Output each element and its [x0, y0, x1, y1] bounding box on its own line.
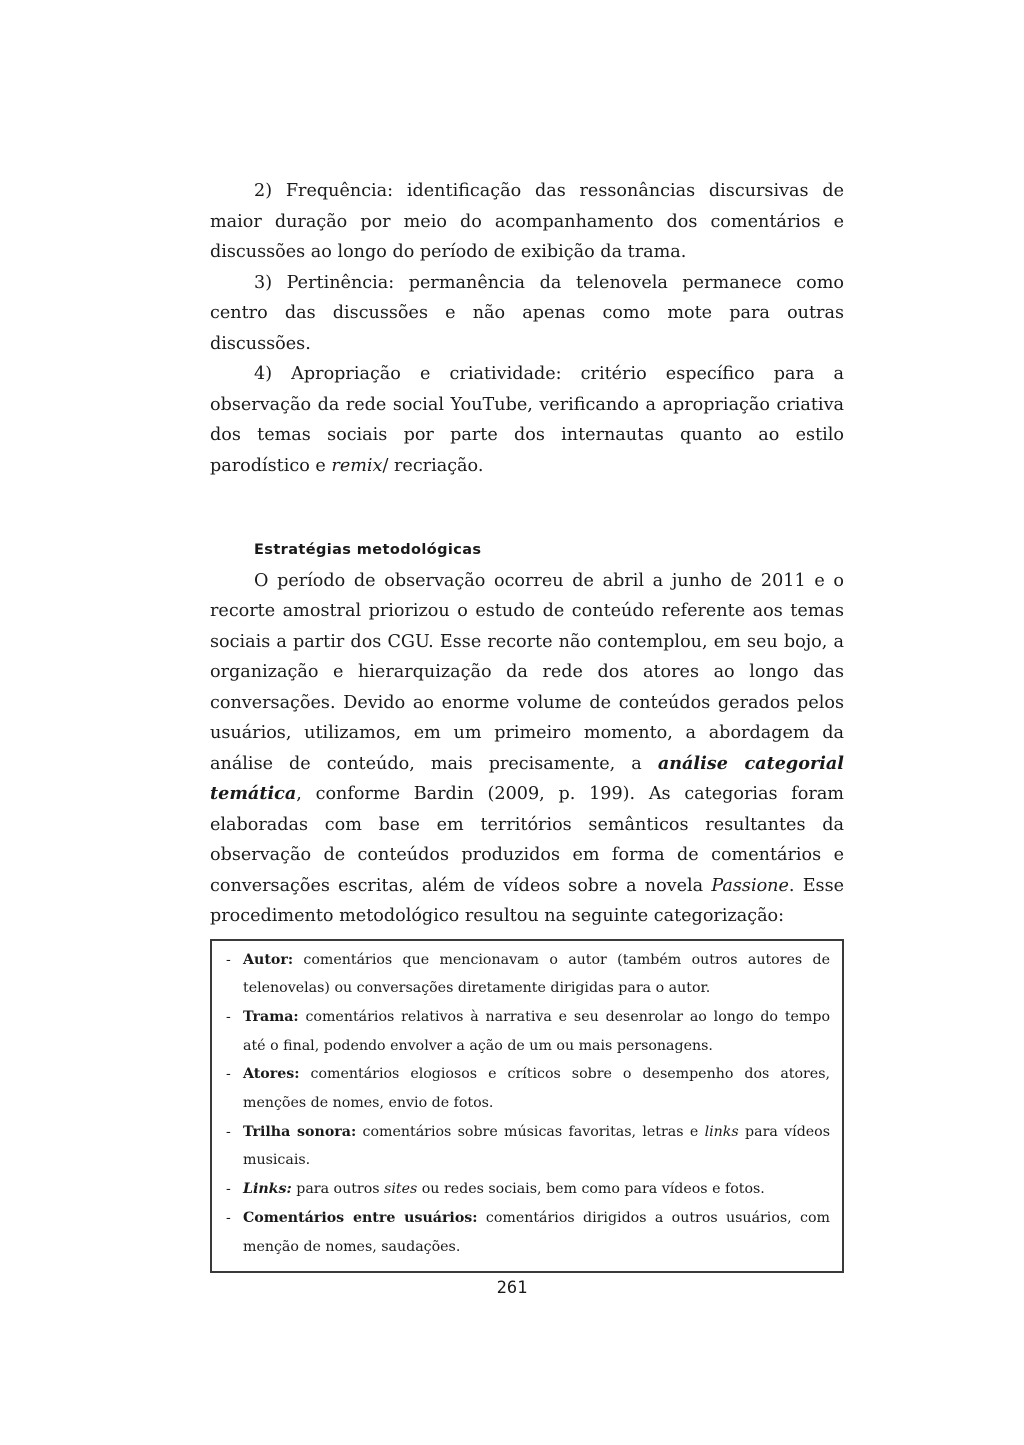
category-italic-term: links [704, 1123, 739, 1140]
category-label: Comentários entre usuários: [243, 1209, 478, 1226]
category-item-autor [224, 946, 830, 1003]
category-item-comentarios [224, 1204, 830, 1261]
bullet-marker: - [226, 951, 231, 968]
category-text: comentários sobre músicas favoritas, letras e [356, 1123, 705, 1140]
criterion-pertinencia [210, 268, 844, 360]
category-label: Trilha sonora: [243, 1123, 357, 1140]
category-text-end: ou redes sociais, bem como para vídeos e fotos. [417, 1181, 765, 1198]
category-item-atores [224, 1060, 830, 1117]
criterion-italic-term: remix [331, 455, 383, 476]
bullet-marker: - [226, 1209, 231, 1226]
bullet-marker: - [226, 1066, 231, 1083]
category-item-links [224, 1175, 830, 1204]
paragraph-text: O período de observação ocorreu de abril a junho de 2011 e o recorte amostral priorizou o estudo de conteúdo referente aos temas sociais a partir dos CGU. Esse recorte não contemplou, em seu bojo, a organização e hierarquização da rede dos atores ao longo das conversações. Devido ao enorme volume de conteúdos gerados pelos usuários, utilizamos, em um primeiro momento, a abordagem da análise de conteúdo, mais precisamente, a [210, 570, 844, 774]
categories-list [224, 946, 830, 1262]
criterion-apropriacao [210, 359, 844, 481]
criterion-label: 2) Frequência: [254, 181, 394, 201]
category-italic-term: sites [384, 1181, 418, 1198]
bullet-marker: - [226, 1008, 231, 1025]
category-text: comentários relativos à narrativa e seu desenrolar ao longo do tempo até o final, podendo envolver a ação de um ou mais personagens. [243, 1008, 830, 1054]
bullet-marker: - [226, 1123, 231, 1140]
criterion-label: 4) Apropriação e criatividade: [254, 364, 562, 384]
bullet-marker: - [226, 1181, 231, 1198]
paragraph-text: . Esse procedimento metodológico resultou na seguinte categorização: [210, 875, 845, 926]
category-label: Links: [243, 1181, 292, 1198]
criterion-label: 3) Pertinência: [254, 272, 395, 293]
section-heading: Estratégias metodológicas [254, 542, 482, 558]
category-text-end: para vídeos musicais. [243, 1123, 830, 1169]
novel-title: Passione [711, 875, 789, 896]
category-text: comentários dirigidos a outros usuários, com menção de nomes, saudações. [243, 1209, 830, 1255]
emphasis-term: análise categorial temática [210, 752, 844, 804]
category-label: Trama: [243, 1008, 299, 1025]
page-number: 261 [496, 1278, 528, 1298]
section-paragraph [210, 566, 844, 932]
category-label: Autor: [243, 951, 294, 968]
paragraph-text: , conforme Bardin (2009, p. 199). As categorias foram elaboradas com base em territórios semânticos resultantes da observação de conteúdos produzidos em forma de comentários e conversações escritas, além de vídeos sobre a novela [210, 784, 844, 896]
category-text: comentários que mencionavam o autor (também outros autores de telenovelas) ou conversações diretamente dirigidas para o autor. [243, 951, 830, 997]
criterion-frequencia [210, 176, 844, 268]
criterion-text: permanência da telenovela permanece como centro das discussões e não apenas como mote para outras discussões. [210, 272, 844, 354]
category-label: Atores: [243, 1066, 300, 1083]
categories-box [210, 939, 844, 1274]
criterion-text: identificação das ressonâncias discursivas de maior duração por meio do acompanhamento dos comentários e discussões ao longo do período de exibição da trama. [210, 181, 844, 262]
category-item-trama [224, 1003, 830, 1060]
criterion-text-end: / recriação. [382, 455, 484, 476]
category-text: para outros [291, 1181, 385, 1198]
category-text: comentários elogiosos e críticos sobre o desempenho dos atores, menções de nomes, envio de fotos. [243, 1066, 830, 1112]
page-body [210, 176, 844, 1273]
category-item-trilha-sonora [224, 1118, 830, 1175]
criterion-text: critério específico para a observação da rede social YouTube, verificando a apropriação criativa dos temas sociais por parte dos internautas quanto ao estilo parodístico e [210, 364, 844, 476]
